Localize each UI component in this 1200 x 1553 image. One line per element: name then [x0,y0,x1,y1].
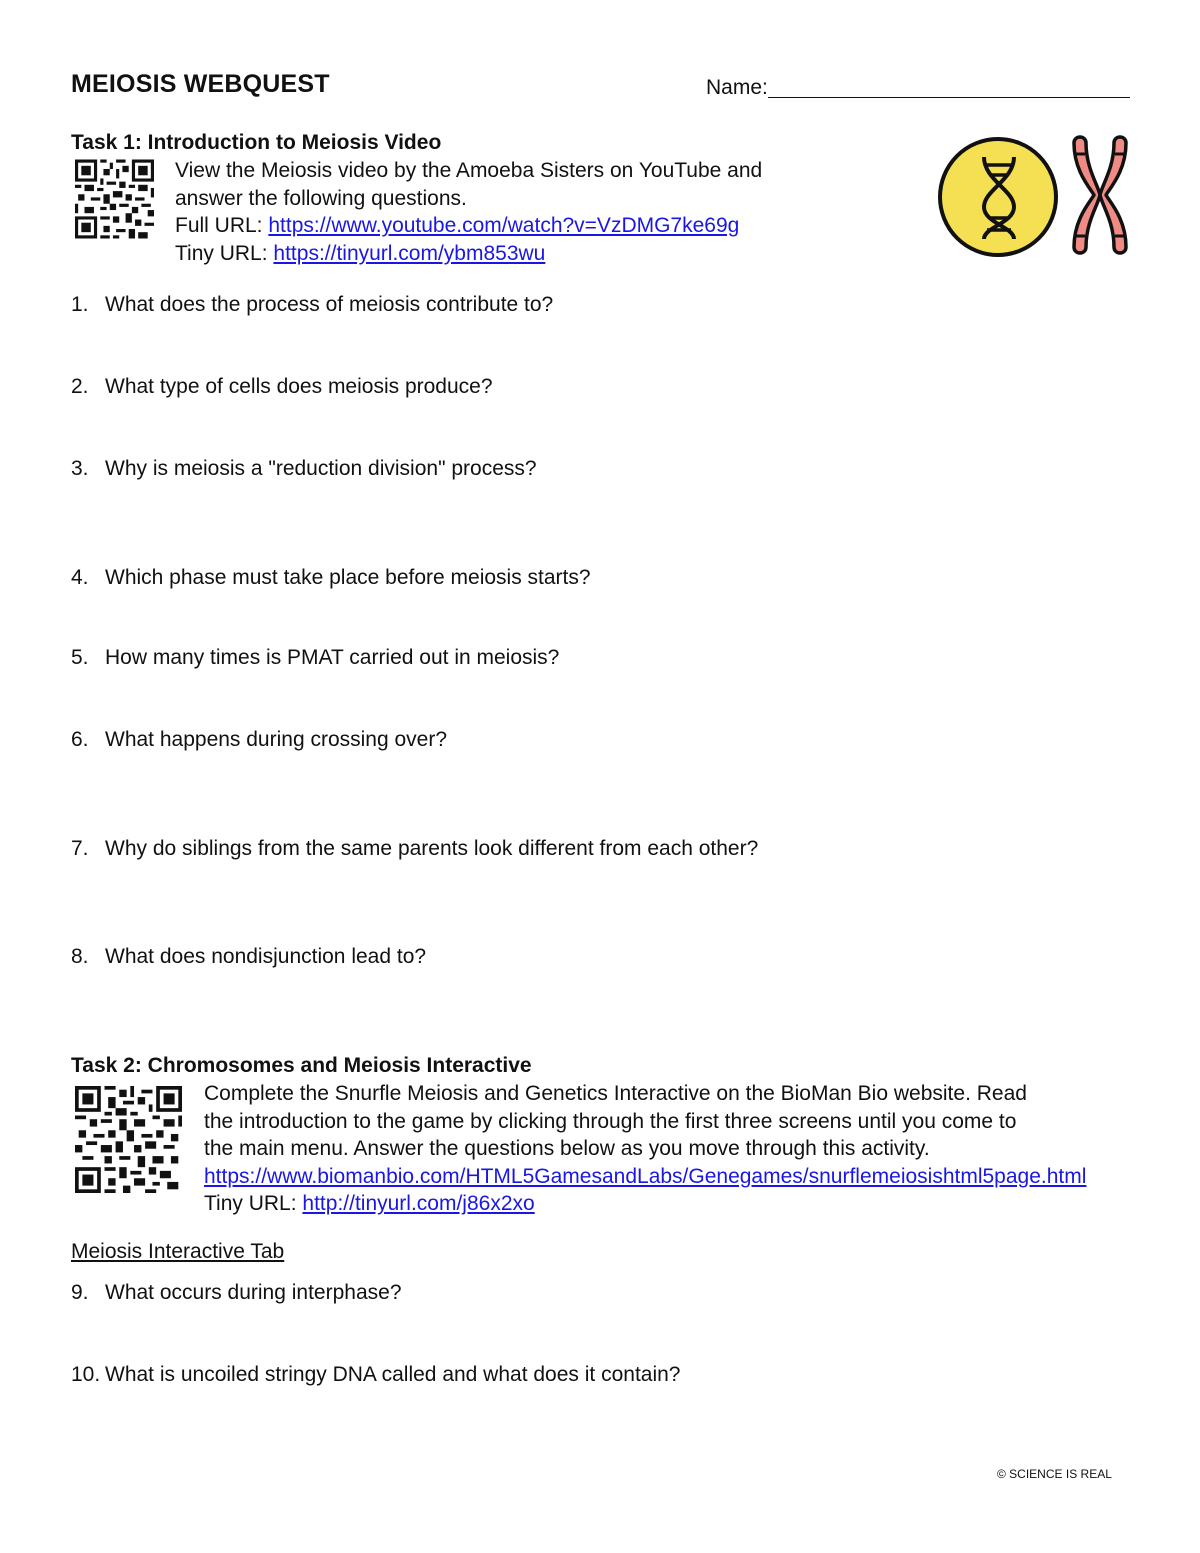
tinyurl-link-2[interactable]: http://tinyurl.com/j86x2xo [302,1192,535,1215]
task1-heading: Task 1: Introduction to Meiosis Video [71,131,442,154]
task2-instructions-line2: the introduction to the game by clicking through the first three screens until you come to [204,1109,1017,1133]
question-1: 1. What does the process of meiosis contribute to? [71,293,554,316]
question-6: 6. What happens during crossing over? [71,728,448,751]
question-7: 7. Why do siblings from the same parents look different from each other? [71,837,759,860]
task2-instructions-line3: the main menu. Answer the questions below as you move through this activity. [204,1137,930,1160]
tiny-url-label: Tiny URL: [204,1192,303,1215]
task2-instructions-line1: Complete the Snurfle Meiosis and Genetics Interactive on the BioMan Bio website. Read [204,1082,1027,1105]
footer-copyright: © SCIENCE IS REAL [997,1467,1112,1481]
qr-code-icon [75,158,154,240]
question-2: 2. What type of cells does meiosis produce? [71,375,493,398]
task2-tiny-url-row [204,1190,1086,1218]
name-label: Name: [706,76,768,99]
task2-heading: Task 2: Chromosomes and Meiosis Interactive [71,1054,532,1077]
question-9: 9. What occurs during interphase? [71,1281,402,1304]
page-title: MEIOSIS WEBQUEST [71,70,330,98]
question-5: 5. How many times is PMAT carried out in meiosis? [71,646,560,669]
youtube-link[interactable]: https://www.youtube.com/watch?v=VzDMG7ke69g [268,214,740,237]
question-4: 4. Which phase must take place before meiosis starts? [71,566,591,589]
question-10: 10. What is uncoiled stringy DNA called and what does it contain? [71,1363,681,1386]
full-url-label: Full URL: [175,214,269,237]
dna-helix-icon [937,135,1059,259]
qr-code-icon [75,1086,182,1193]
task1-instructions-line2: answer the following questions. [175,186,467,210]
tinyurl-link-1[interactable]: https://tinyurl.com/ybm853wu [273,241,546,265]
tiny-url-label: Tiny URL: [175,241,274,265]
task1-full-url-row [175,212,762,240]
task1-tiny-url-row [175,240,762,268]
question-8: 8. What does nondisjunction lead to? [71,945,427,968]
chromosome-icon [1068,133,1132,259]
biomanbio-link[interactable]: https://www.biomanbio.com/HTML5GamesandLabs/Genegames/snurflemeiosishtml5page.html [204,1164,1087,1188]
question-3: 3. Why is meiosis a "reduction division" process? [71,457,537,480]
task1-instructions-line1: View the Meiosis video by the Amoeba Sisters on YouTube and [175,159,763,182]
meiosis-interactive-tab-heading: Meiosis Interactive Tab [71,1240,285,1263]
name-field-line[interactable] [768,97,1130,98]
